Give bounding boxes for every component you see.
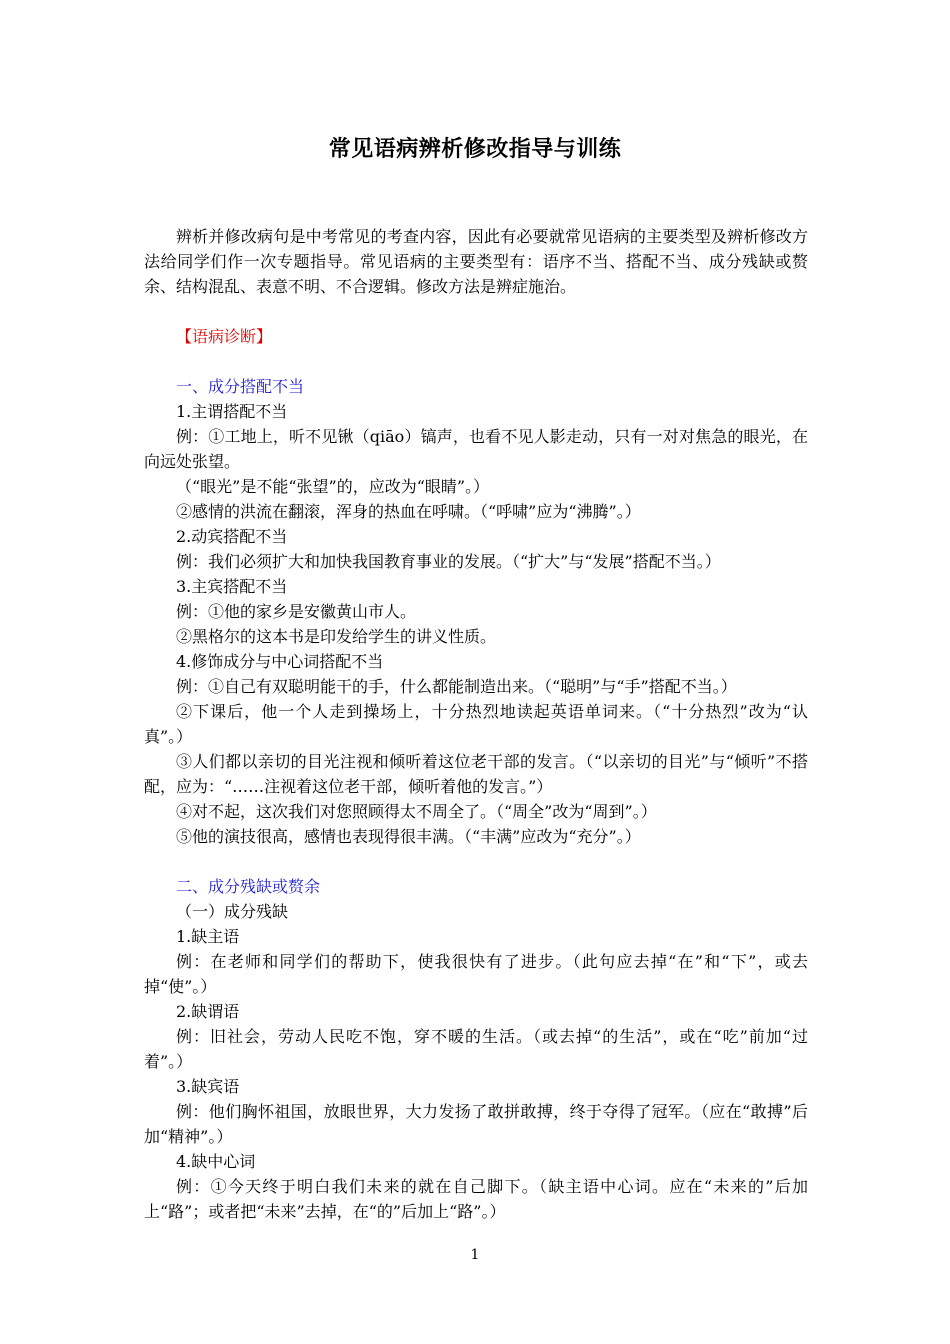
example-text: 例：①工地上，听不见锹（qiāo）镐声，也看不见人影走动，只有一对对焦急的眼光，在向远处张望。 [144,427,808,471]
subheading: 2.缺谓语 [176,1002,240,1021]
section-label: 【语病诊断】 [176,327,273,346]
intro-paragraph: 辨析并修改病句是中考常见的考查内容，因此有必要就常见语病的主要类型及辨析修改方法给同学们作一次专题指导。常见语病的主要类型有：语序不当、搭配不当、成分残缺或赘余、结构混乱、表意不明、不合逻辑。修改方法是辨症施治。 [144,227,808,296]
subheading: 2.动宾搭配不当 [176,527,288,546]
example-note: （“眼光”是不能“张望”的，应改为“眼睛”。） [176,477,490,496]
document-title: 常见语病辨析修改指导与训练 [328,136,622,162]
subheading: 4.缺中心词 [176,1152,256,1171]
example-text: ④对不起，这次我们对您照顾得太不周全了。（“周全”改为“周到”。） [176,802,657,821]
subheading: 3.缺宾语 [176,1077,240,1096]
example-text: ⑤他的演技很高，感情也表现得很丰满。（“丰满”应改为“充分”。） [176,827,641,846]
subsection-heading: （一）成分残缺 [176,902,289,921]
subheading: 1.主谓搭配不当 [176,402,288,421]
subheading: 3.主宾搭配不当 [176,577,288,596]
example-text: 例：①自己有双聪明能干的手，什么都能制造出来。（“聪明”与“手”搭配不当。） [176,677,737,696]
document-body [144,224,808,1224]
example-text: ②黑格尔的这本书是印发给学生的讲义性质。 [176,627,497,646]
example-text: 例：他们胸怀祖国，放眼世界，大力发扬了敢拼敢搏，终于夺得了冠军。（应在“敢搏”后加“精神”。） [144,1102,808,1146]
example-text: ②感情的洪流在翻滚，浑身的热血在呼啸。（“呼啸”应为“沸腾”。） [176,502,641,521]
example-text: 例：①他的家乡是安徽黄山市人。 [176,602,417,621]
page-number: 1 [470,1247,480,1263]
example-text: ②下课后，他一个人走到操场上，十分热烈地读起英语单词来。（“十分热烈”改为“认真”。） [144,702,808,746]
example-text: 例：在老师和同学们的帮助下，使我很快有了进步。（此句应去掉“在”和“下”，或去掉“使”。） [144,952,808,996]
subheading: 4.修饰成分与中心词搭配不当 [176,652,384,671]
example-text: 例：①今天终于明白我们未来的就在自己脚下。（缺主语中心词。应在“未来的”后加上“路”；或者把“未来”去掉，在“的”后加上“路”。） [144,1177,808,1221]
example-text: 例：旧社会，劳动人民吃不饱，穿不暖的生活。（或去掉“的生活”，或在“吃”前加“过着”。） [144,1027,808,1071]
example-text: 例：我们必须扩大和加快我国教育事业的发展。（“扩大”与“发展”搭配不当。） [176,552,721,571]
part1-heading: 一、成分搭配不当 [176,377,305,396]
example-text: ③人们都以亲切的目光注视和倾听着这位老干部的发言。（“以亲切的目光”与“倾听”不搭配，应为：“……注视着这位老干部，倾听着他的发言。”） [144,752,808,796]
part2-heading: 二、成分残缺或赘余 [176,877,321,896]
subheading: 1.缺主语 [176,927,240,946]
